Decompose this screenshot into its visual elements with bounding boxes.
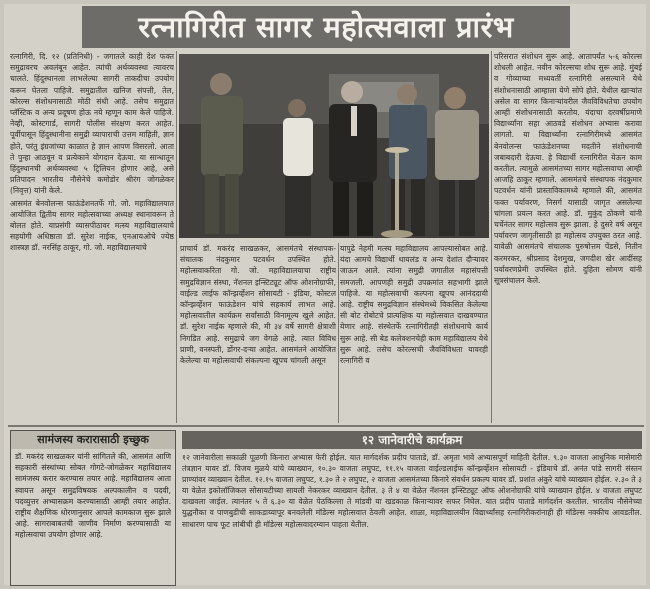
sidebar-body: डॉ. मकरंद साखळकर यांनी सांगितले की, आसमंत आणि सहकारी संस्थांच्या सोबत गोगटे-जोगळेकर महाविद्यालय सामंजस्य करार करण्यास तयार आहे. महाविद्यालय आता स्वायत्त असून समुद्रविषयक अल्पकालीन व पदवी, पदव्युत्तर अभ्यासक्रम करण्यासाठी आम्ही तयार आहोत. राष्ट्रीय शैक्षणिक धोरणानुसार आपले कामकाज सुरू झाले आहे. सागराबाबतची जाणीव निर्माण करण्यासाठी या महोत्सवाचा उपयोग होणार आहे. [15,452,171,540]
article-column-left [10,51,174,422]
column-divider [491,51,492,423]
article-paragraph: प्राचार्य डॉ. मकरंद साखळकर, आसमंतचे संस्थापक-संचालक नंदकुमार पटवर्धन उपस्थित होते. महोत्सवाकरिता गो. जो. महाविद्यालयाचा राष्ट्रीय समुद्रविज्ञान संस्था, नॅशनल इन्स्टिट्यूट ऑफ ओशनोग्राफी, वाईल्ड लाईफ कॉन्झर्व्हेशन सोसायटी - इंडिया, कोस्टल कॉन्झर्व्हेशन फाऊंडेशन यांचे सहकार्य लाभत आहे. महोत्सवातील कार्यक्रम सर्वांसाठी विनामूल्य खुले आहेत. डॉ. सुरेश नाईक म्हणाले की, मी ३४ वर्षे सागरी क्षेत्राशी निगडित आहे. समुद्राचे जग वेगळे आहे. त्यात विविध प्राणी, वनस्पती, डोंगर-दऱ्या आहेत. आसमंतने आयोजित केलेल्या या महोत्सवाची संकल्पना खूपच चांगली असून [180,244,336,366]
sidebar-title: सामंजस्य करारासाठी इच्छुक [11,431,175,449]
column-divider [338,243,339,423]
headline: रत्नागिरीत सागर महोत्सवाला प्रारंभ [82,6,570,48]
article-paragraph: आसमंत बेनवोलन्स फाऊंडेशनतर्फे गो. जो. महाविद्यालयात आयोजित द्वितीय सागर महोत्सवाच्या अध्यक्ष स्थानावरून ते बोलत होते. याप्रसंगी व्यासपीठावर मत्स्य महाविद्यालयाचे सहयोगी अधिष्ठाता डॉ. सुरेश नाईक, एनआयओचे ज्येष्ठ शास्त्रज्ञ डॉ. नरसिंह ठाकूर, गो. जो. महाविद्यालयाचे [10,198,174,253]
program-body: १२ जानेवारीला सकाळी पूळणी किनारा अभ्यास फेरी होईल. यात मार्गदर्शक प्रदीप पाताडे, डॉ. अमृता भावे अभ्यासपूर्ण माहिती देतील. ९.३० वाजता आधुनिक मासेमारी तंत्रज्ञान यावर डॉ. विजय मुळये यांचे व्याख्यान, १०.३० वाजता लघुपट, ११.१५ वाजता वाईल्डलाईफ कॉन्झर्व्हेशन सोसायटी - इंडियाचे डॉ. अनंत पांडे सागरी संस्तन प्राण्यांवर व्याख्यान देतील. १२.१५ वाजता लघुपट, १.३० ते २ लघुपट, २ वाजता आसमंतच्या किनारे संवर्धन प्रकल्प यावर डॉ. प्रशांत अंकुरे यांचे व्याख्यान होईल. २.३० ते ३ या वेळेत इकोलॉजिकल सोसायटीच्या सायली नेकरकर व्याख्यान देतील. ३ ते ४ या वेळेत नॅशनल इन्स्टिट्यूट ऑफ ओशनोग्राफी यांचे व्याख्यान होईल. ४ वाजता लघुपट दाखवला जाईल. त्यानंतर ५ ते ६.३० या वेळेत पेठकिल्ला ते मांडवी या खडकाळ किनाऱ्यावर सफर निघेल. यात प्रदीप पाताडे मार्गदर्शन करतील. भारतीय नौसेनेच्या युद्धनौका व पाणबुडीची साकडाय्यापूर बनवलेली मॉडेल्स महोत्सवात ठेवली आहेत. शाळा, महाविद्यालयीन विद्यार्थ्यांसह रत्नागिरीकरांनाही ही मॉडेल्स नक्कीच आवडतील. साधारण पाच फूट लांबीची ही मॉडेल्स महोत्सवादरम्यान पाहता येतील. [182,453,642,529]
person-guest [283,99,313,236]
column-divider [176,51,177,423]
article-paragraph: परिसरात संशोधन सुरू आहे. आतापर्यंत ५-६ कोरल्स शोधली आहेत. नवीन कोरल्सचा शोध सुरू आहे. मुंबई व गोव्याच्या मध्यवर्ती रत्नागिरी असल्याने येथे संशोधनासाठी आम्हाला येणे सोपे होते. येथील खाऱ्यांत असेल वा सागर किनाऱ्यांवरील जैवविविधतेचा उपयोग आम्ही संशोधनासाठी करतोय. यंदाचा दरवर्षीप्रमाणे विद्यार्थ्यांना सहा आठवडे संशोधन अभ्यास करावा लागतो. या विद्यार्थ्यांना रत्नागिरीमध्ये आसमंत बेनवोलन्स फाऊंडेशनच्या मदतीने संशोधनाची जबाबदारी देऊया. हे विद्यार्थी रत्नागिरीत येऊन काम करतील. त्यामुळे आसमंतच्या सागर महोत्सवाचा आम्ही आजहि ठाकूर म्हणाले. आसमंतचे संस्थापक नंदकुमार पटवर्धन यांनी प्रास्ताविकामध्ये म्हणाले की, आसमंत फक्त पर्यावरण, निसर्ग यासाठी जागृत असलेल्या चांगला प्रयत्न करत आहे. डॉ. मुकुंद ठोकणे यांनी चर्चेनंतर सागर महोत्सव सुरू झाला. हे दुसरे वर्ष असून पर्यावरण जागृतीसाठी हा महोत्सव उपयुक्त ठरत आहे. यावेळी आसमंतचे संचालक पुरुषोत्तम पेंडसे, नितीन करमरकर, श्रीप्रसाद देशमुख, जगदीश खेर आदींसह पर्यावरणप्रेमी उपस्थित होते. दुहिता सोमण यांनी सूत्रसंचालन केले. [494,52,642,286]
event-photo [179,54,489,238]
article-column-right [494,51,642,422]
article-column-mid-2 [340,243,488,422]
article-paragraph: यापुढे नेहमी मत्स्य महाविद्यालय आपल्यासोबत आहे. यंदा आमचे विद्यार्थी थायलंड व अन्य देशांत दौऱ्यावर जाऊन आले. त्यांना समुद्री जगातील महासंपत्ती समजली. आपणही समुद्री उपक्रमांत सहभागी झाले पाहिजे. या महोत्सवाची कल्पना खूपच आनंददायी आहे. राष्ट्रीय समुद्रविज्ञान संस्थेमध्ये विकसित केलेल्या सी बोट रोबोटचे प्रात्यक्षिक या महोत्सवात दाखवण्यात येणार आहे. संस्थेतर्फे रत्नागिरीतही संशोधनाचे कार्य सुरू आहे. सी बेड कलेक्शनचेही काम महाविद्यालय येथे सुरू आहे. तसेच कोरल्सची जैवविविधता यावरही रत्नागिरी व [340,244,488,366]
article-paragraph: रत्नागिरी, दि. १२ (प्रतिनिधी) - जगातले काही देश फक्त समुद्रावरच अवलंबून आहेत. त्यांची अर्थव्यवस्था त्यावरच चालते. हिंदुस्थानला लाभलेल्या सागरी ताकदीचा उपयोग करून घेतला पाहिजे. समुद्रातील खनिज संपत्ती, तेल, कोरल्स संशोधनासाठी मोठी संधी आहे. तसेच समुद्रात प्लॅस्टिक व अन्य प्रदूषण होऊ नये म्हणून काम केले पाहिजे. नेव्ही, कोस्टगार्ड, सागरी पोलीस संरक्षण करत आहेत. पूर्वीपासून हिंदुस्थानीना समुद्री व्यापाराची उत्तम माहिती, ज्ञान होते, परंतु इंग्रजांच्या काळात हे ज्ञान आपण विसरलो. आता ते पुन्हा आठवून व प्रत्येकाने योगदान देऊया. या सान्धातून हिंदुस्थानची अर्थव्यवस्था ५ ट्रिलियन होणार आहे, असे प्रतिपादन भारतीय नौसेनेचे कमोडोर श्रीरंग जोगळेकर (निवृत्त) यांनी केले. [10,52,174,196]
section-divider [8,425,644,427]
article-column-mid-1 [180,243,336,422]
sidebar-box [10,430,176,586]
newspaper-clipping [4,4,646,585]
program-title: १२ जानेवारीचे कार्यक्रम [182,431,642,449]
lamp-lighting-photo [179,54,489,238]
